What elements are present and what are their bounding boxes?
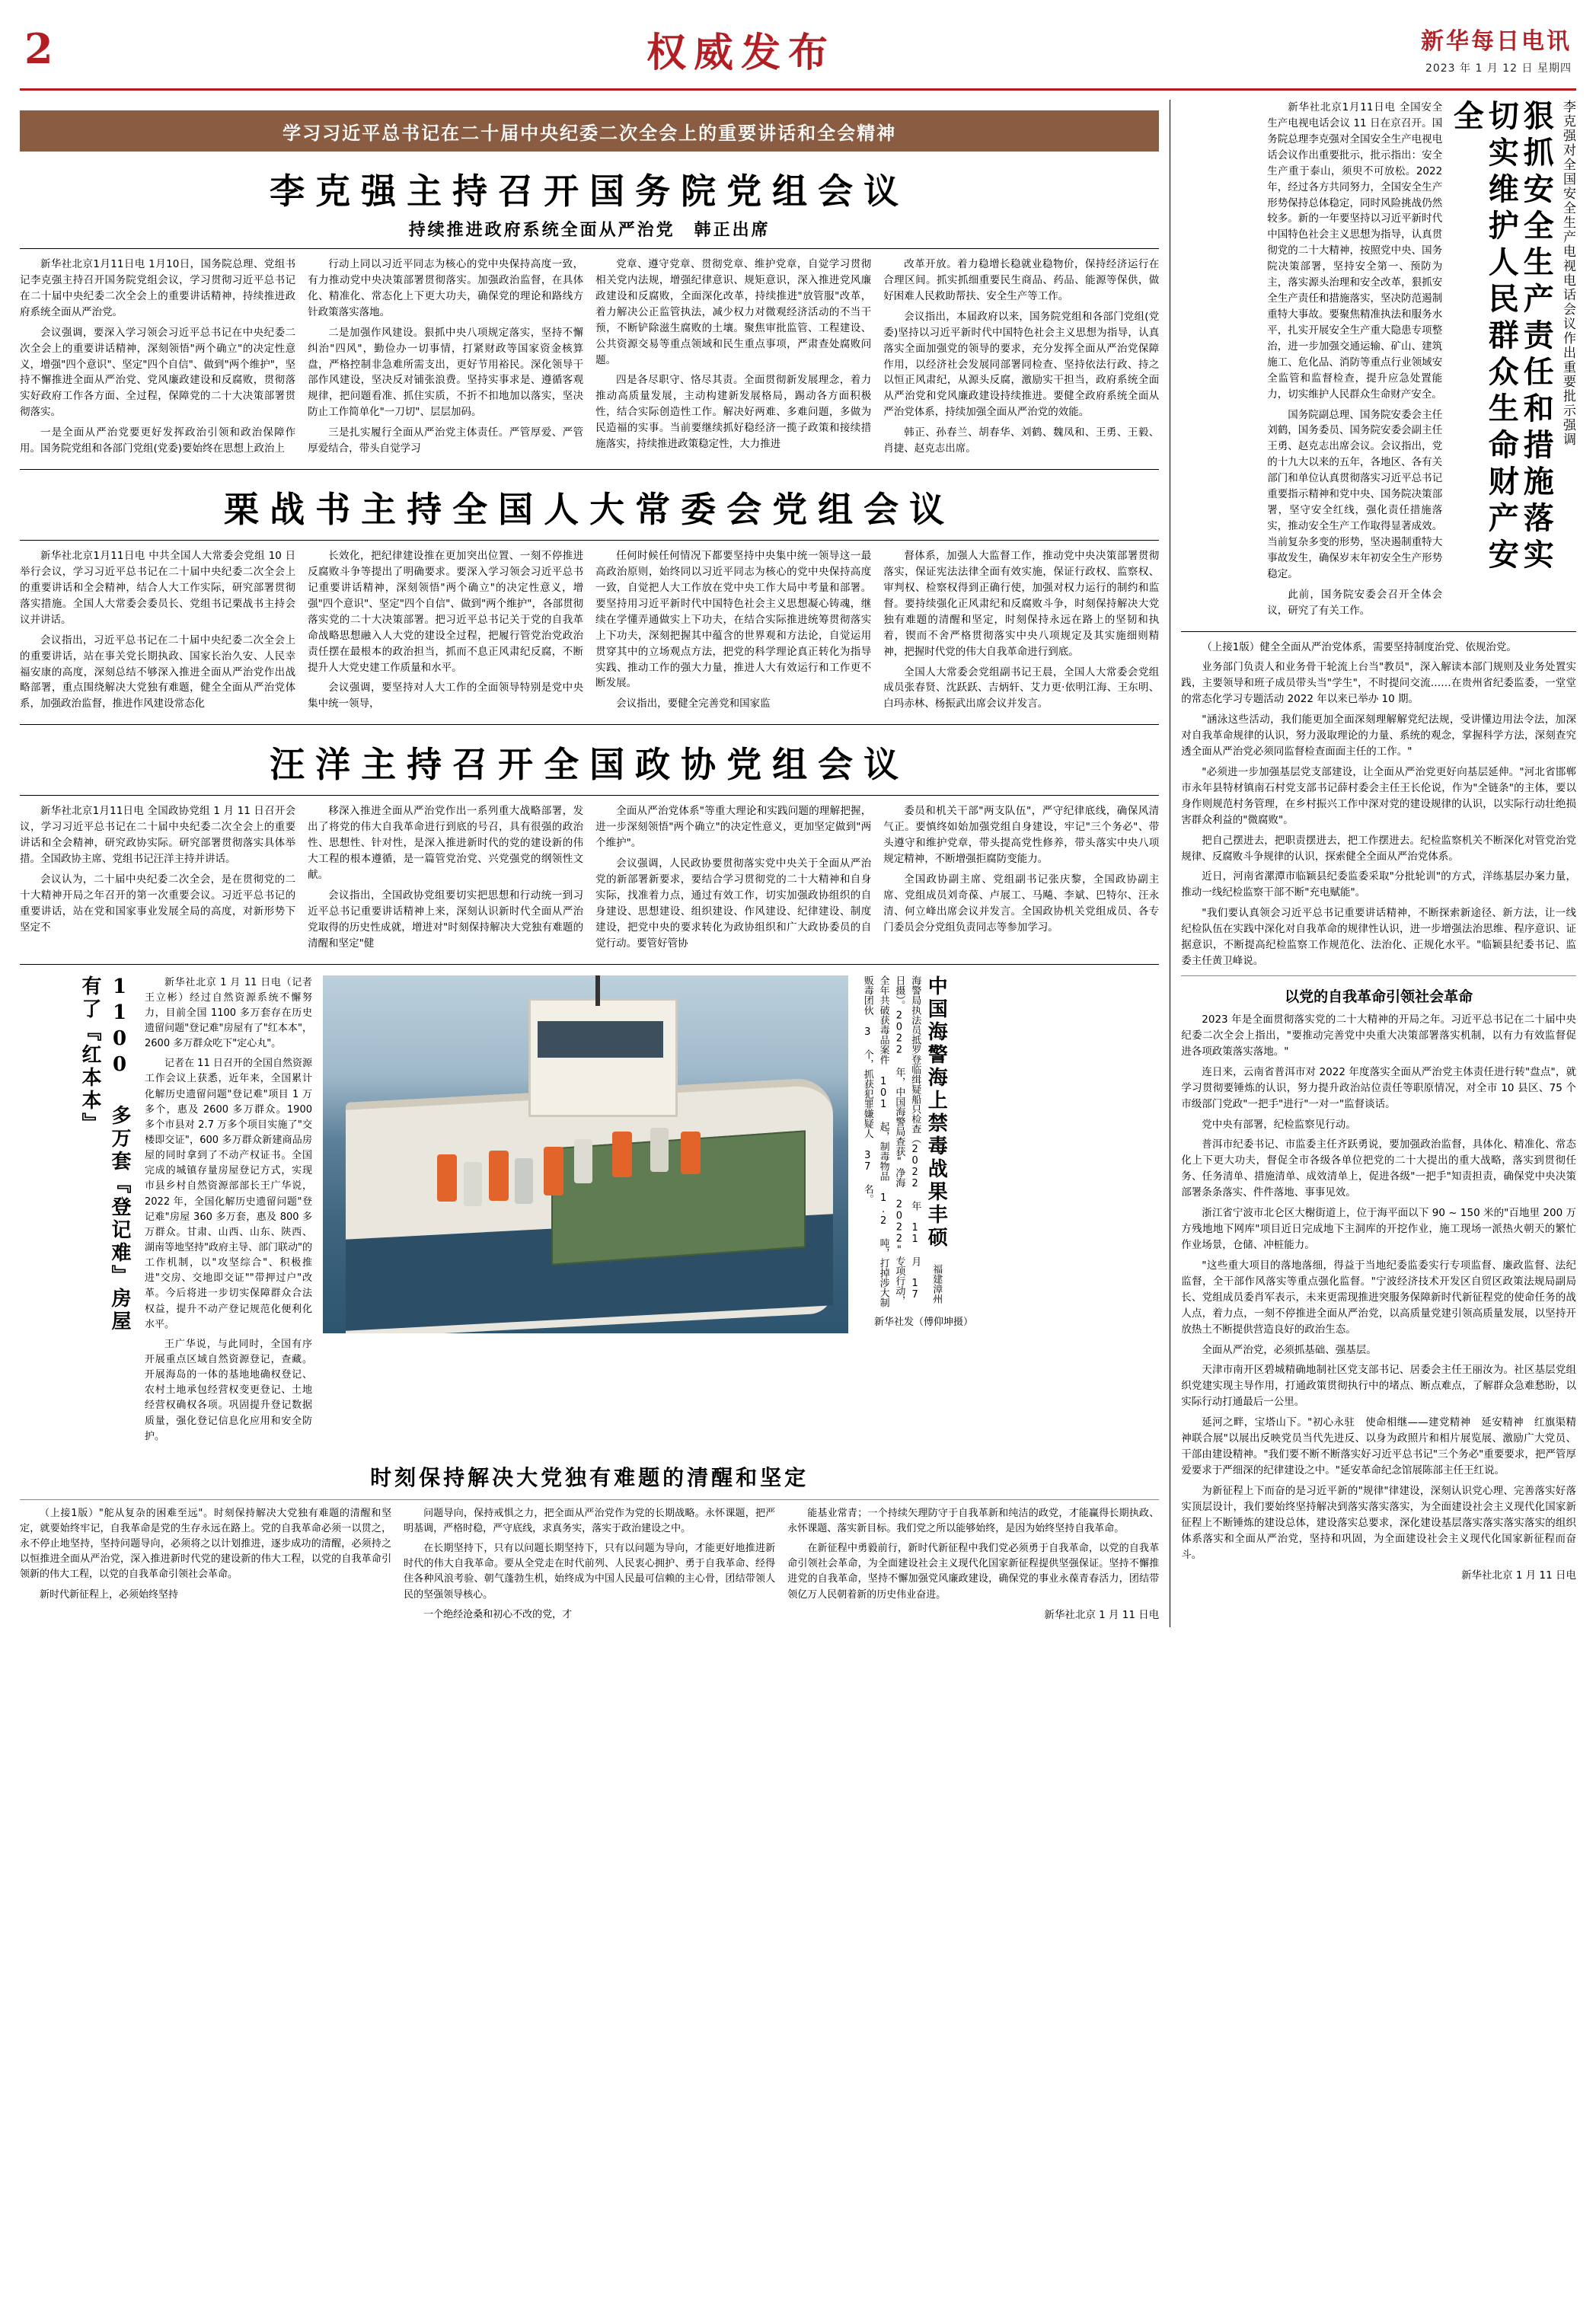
paragraph: 委员和机关干部"两支队伍"，严守纪律底线，确保风清气正。要慎终如始加强党组自身建设，牢记"三个务必"、带头遵守和维护党章，带头提高党性修养，带头落实中央八项规定精神，不断增强拒腐防变能力。 (883, 805, 1160, 866)
paragraph: 全国政协副主席、党组副书记张庆黎，全国政协副主席、党组成员刘奇葆、卢展工、马飚、李斌、巴特尔、汪永清、何立峰出席会议并发言。全国政协机关党组成员、各专门委员会分党组负责同志等参加学习。 (883, 873, 1160, 934)
article3-col-1 (20, 803, 295, 956)
article3-col-4 (883, 803, 1159, 956)
paragraph: 2023 年是全面贯彻落实党的二十大精神的开局之年。习近平总书记在二十届中央纪委二次全会上指出，"要推动完善党中央重大决策部署落实机制，以有力有效监督促进各项政策落实落地。" (1181, 1014, 1576, 1058)
paragraph: 在新征程中勇毅前行，新时代新征程中我们党必须勇于自我革命，以党的自我革命引领社会革命，为全面建设社会主义现代化国家新征程提供坚强保证。坚持不懈推进党的自我革命，坚持不懈加强党风廉政建设，确保党的事业永葆青春活力，团结带领亿万人民朝着新的历史伟业奋进。 (787, 1543, 1160, 1601)
bottom-article-columns (20, 1506, 1159, 1627)
bottom-col-2 (404, 1506, 775, 1627)
registration-article (20, 975, 134, 1333)
paragraph: "涵泳这些活动，我们能更加全面深刻理解解党纪法规，受讲懂边用法令法，加深对自我革命规律的认识，努力汲取理论的力量、系统的观念，掌握科学方法，深刻查究透全面从严治党必须同监督检查面面主任的工作。" (1181, 713, 1576, 758)
crew-member (515, 1158, 533, 1204)
dateline-sign: 新华社北京 1 月 11 日电 (1461, 1569, 1576, 1582)
right-zone (1170, 100, 1576, 1627)
article1-col-4 (883, 257, 1159, 461)
paragraph: 任何时候任何情况下都要坚持中央集中统一领导这一最高政治原则，始终同以习近平同志为核心的党中央保持高度一致，自觉把人大工作放在党中央工作大局中考量和部署。要坚持用习近平新时代中国特色社会主义思想凝心铸魂，继续在学懂弄通做实上下功夫，在结合实际推进统筹贯彻落实上下功夫，深刻把握其中蕴含的世界观和方法论，自觉运用贯穿其中的立场观点方法，把党的科学理论真正转化为指导实践、推动工作的强大力量，推进人大有效运行和工作更不断发展。 (595, 550, 872, 690)
paragraph: 国务院副总理、国务院安委会主任刘鹤，国务委员、国务院安委会副主任王勇、赵克志出席会议。会议指出，党的十九大以来的五年，各地区、各有关部门和单位认真贯彻落实习近平总书记重要指示精神和党中央、国务院决策部署，坚守安全红线，强化责任措施落实，推动安全生产工作取得显著成效。当前复杂多变的形势，坚决遏制重特大事故发生，确保岁末年初安全生产形势稳定。 (1267, 408, 1443, 580)
paragraph: 党中央有部署，纪检监察见行动。 (1202, 1118, 1356, 1131)
study-banner-text: 学习习近平总书记在二十届中央纪委二次全会上的重要讲话和全会精神 (282, 121, 897, 144)
paragraph: 党章、遵守党章、贯彻党章、维护党章，自觉学习贯彻相关党内法规，增强纪律意识、规矩意识，深入推进党风廉政建设和反腐败，全面深化改革，持续推进"放管服"改革，着力解决公正监管执法，减少权力对微观经济活动的不当干预，不断铲除滋生腐败的土壤。聚焦审批监管、工程建设、公共资源交易等重点领域和民生重点事项，严肃查处腐败问题。 (595, 258, 872, 366)
paragraph: 会议指出，要健全完善党和国家监 (616, 698, 771, 710)
photo-vertical-text (859, 975, 950, 1310)
divider (1181, 631, 1576, 632)
crew-member (544, 1147, 563, 1195)
paragraph: "这些重大项目的落地落细，得益于当地纪委监委实行专项监督、廉政监督、法纪监督，全干部作风落实等重点强化监督。"宁波经济技术开发区自贸区政策法规局副局长、党组成员委肖军表示，未来更需现推进突服务保障新时代新征程党的使命任务的战人点，着力点，一刻不停推进全面从严治党，以高质量党建引领高质量发展，以坚持开放热土不断提供营造良好的政治生态。 (1181, 1259, 1576, 1336)
article-wang-yang (20, 737, 1159, 956)
paragraph: 新时代新征程上，必须始终坚持 (40, 1588, 179, 1601)
article2-col-1 (20, 548, 295, 717)
page-number: 2 (24, 24, 53, 73)
paragraph: 长效化，把纪律建设推在更加突出位置、一刻不停推进反腐败斗争等提出了明确要求。要深入学习领会习近平总书记重要讲话精神，深刻领悟"两个确立"的决定性意义，增强"四个意识"、坚定"四个自信"、做到"两个维护"，各部贯彻落实党的二十大决策部署。把习近平总书记关于党的自我革命战略思想融入人大党的建设全过程，把履行管党治党政治责任摆在最根本的政治担当，抓而不息正风肃纪反腐，不断提升人大党史建工作质量和水平。 (308, 550, 584, 674)
paragraph: 会议强调，要深入学习领会习近平总书记在中央纪委二次全会上的重要讲话精神，深刻领悟"两个确立"的决定性意义，增强"四个意识"、坚定"四个自信"、做到"两个维护"，坚持不懈推进全面从严治党、党风廉政建设和反腐败，贯彻落实好政府工作各方面、全过程，保障党的二十大决策部署贯彻落实。 (20, 326, 296, 419)
coast-guard-photo (323, 975, 848, 1333)
divider (20, 795, 1159, 796)
paragraph: 三是扎实履行全面从严治党主体责任。严管厚爱、严管厚爱结合，带头自觉学习 (308, 426, 584, 455)
paragraph: （上接1版）"舵从复杂的困难至远"。时刻保持解决大党独有难题的清醒和坚定，就要始终牢记，自我革命是党的生存永远在路上。党的自我革命必须一以贯之，永不停止地坚持，坚持问题导向，必须将之以计划推进，逐步成功的清醒，必须持之以恒推进全面从严治党，深入推进新时代党的建设新的伟大工程，以党的自我革命引领新的伟大工程，以党的自我革命引领社会革命。 (20, 1507, 392, 1581)
article2-col-2 (308, 548, 583, 717)
paper-date: 2023 年 1 月 12 日 星期四 (1425, 62, 1572, 75)
divider (20, 1499, 1159, 1500)
paragraph: 会议强调，人民政协要贯彻落实党中央关于全面从严治党的新部署新要求，要结合学习贯彻党的二十大精神和自身实际，找准着力点，通过有效工作，切实加强政协组织的自身建设、思想建设、组织建设、作风建设、纪律建设、制度建设，把党中央的要求转化为政协组织和广大政协委员的自觉行动。要管好管协 (595, 857, 872, 950)
paragraph: 一是全面从严治党要更好发挥政治引领和政治保障作用。国务院党组和各部门党组(党委)要始终在思想上政治上 (20, 426, 296, 455)
paragraph: 二是加强作风建设。狠抓中央八项规定落实，坚持不懈纠治"四风"，勤俭办一切事情，打紧财政等国家资金核算盘，严格控制非急难所需支出，更好节用裕民。深化领导干部作风建设，坚决反对铺张浪费。坚持实事求是、遵循客观规律，把问题看准、抓住实质，不折不扣地加以落实，坚决防止工作简单化"一刀切"、层层加码。 (308, 326, 584, 419)
article-li-keqiang (20, 164, 1159, 461)
paragraph: 为新征程上下而奋的是习近平新的"规律"律建设，深刻认识党心理、完善落实好落实顶层设计，我们要始终坚持解决到落实落实落实，为全面建设社会主义现代化国家新征程上不断锤炼的建设总体，建设落实总要求，深化建设基层落实落实落实落实的组织体系落实和全面从严治党，坚持和巩固，为全面建设社会主义现代化国家新征程而奋斗。 (1181, 1484, 1576, 1561)
paragraph: 普洱市纪委书记、市监委主任齐跃勇说，要加强政治监督，具体化、精准化、常态化上下更大功夫，督促全市各级各单位把党的二十大提出的重大战略，落实到贯彻任务、任务清单、措施清单、成效清单上，促进各级"一把手"知责担责，确保党中央决策部署条条落实、件件落地、事事见效。 (1181, 1138, 1576, 1199)
article2-col-4 (883, 548, 1159, 717)
masthead-right (1320, 22, 1572, 75)
article1-headline: 李克强主持召开国务院党组会议 (270, 171, 910, 212)
paragraph: 督体系，加强人大监督工作，推动党中央决策部署贯彻落实，保证宪法法律全面有效实施，保证行政权、监察权、审判权、检察权得到正确行使，加强对权力运行的制约和监督。要持续强化正风肃纪和反腐败斗争，时刻保持解决大党独有难题的清醒和坚定，时刻保持永远在路上的坚韧和执着，锲而不舍严格贯彻落实中央八项规定及其实施细则精神，把握时代党的伟大自我革命进行到底。 (883, 550, 1160, 658)
boat-mast (595, 975, 600, 1006)
article1-col-3 (595, 257, 871, 461)
paragraph: 全面从严治党，必须抓基础、强基层。 (1202, 1343, 1377, 1356)
paragraph: 新华社北京1月11日电 中共全国人大常委会党组 10 日举行会议，学习习近平总书记在二十届中央纪委二次全会上的重要讲话和全会精神，结合人大工作实际，研究部署贯彻落实措施。全国人大常委会委员长、党组书记栗战书主持会议并讲话。 (20, 550, 296, 626)
paragraph: 新华社北京1月11日电 1月10日，国务院总理、党组书记李克强主持召开国务院党组会议，学习贯彻习近平总书记在二十届中央纪委二次全会上的重要讲话精神，持续推进政府系统全面从严治党。 (20, 258, 296, 318)
self-revolution-headline: 以党的自我革命引领社会革命 (1285, 988, 1473, 1006)
paragraph: 会议指出，习近平总书记在二十届中央纪委二次全会上的重要讲话，站在事关党长期执政、国家长治久安、人民幸福安康的高度，深刻总结不够深入推进全面从严治党作出战略部署，重点围绕解决大党独有难题，健全全面从严治党体系，加强政治监督，推进作风建设常态化 (20, 634, 296, 710)
page-body (20, 100, 1576, 1627)
article1-columns (20, 257, 1159, 461)
paragraph: 延河之畔，宝塔山下。"初心永驻 使命相继——建党精神 延安精神 红旗渠精神联合展"以展出反映党员当代先进反、以身为政照片和相片展览展、激励广大党员、干部由建设精神。"我们要不断不断落实好习近平总书记"三个务必"重要要求，把严管厚爱要求于严细深的纪律建设之中。"延安革命纪念馆展陈部主任王红说。 (1181, 1416, 1576, 1476)
paragraph: 会议认为，二十届中央纪委二次全会，是在贯彻党的二十大精神开局之年召开的第一次重要会议。习近平总书记的重要讲话，站在党和国家事业发展全局的高度，对新形势下坚定不 (20, 873, 296, 934)
paragraph: 天津市南开区碧城精确地制社区党支部书记、居委会主任王丽汝为。社区基层党组织党建实现主导作用，打通政策贯彻执行中的堵点、断点难点，了解群众急难愁盼，以实际行动打通最后一公里。 (1181, 1364, 1576, 1409)
safety-article (1181, 100, 1576, 624)
paragraph: （上接1版）健全全面从严治党体系，需要坚持制度治党、依规治党。 (1202, 640, 1517, 653)
photo-credit: 新华社发（傅仰坤摄） (873, 1316, 973, 1328)
article3-col-2 (308, 803, 583, 956)
article2-headline: 栗战书主持全国人大常委会党组会议 (224, 489, 956, 531)
paragraph: 在长期坚持下，只有以问题长期坚持下，只有以问题为导向，才能更好地推进新时代的伟大自我革命。要从全党走在时代前列、人民衷心拥护、勇于自我革命、经得住各种风浪考验、朝气蓬勃生机，始终成为中国人民最可信赖的主心骨，团结带领人民的坚强领导核心。 (404, 1543, 776, 1601)
paper-name: 新华每日电讯 (1421, 28, 1572, 55)
section-title: 权威发布 (646, 29, 835, 76)
paragraph: 全国人大常委会党组副书记王晨，全国人大常委会党组成员张春贤、沈跃跃、吉炳轩、艾力更·依明江海、王东明、白玛赤林、杨振武出席会议并发言。 (883, 666, 1160, 710)
article1-subhead: 持续推进政府系统全面从严治党 韩正出席 (408, 220, 771, 240)
divider (20, 540, 1159, 541)
photo-text-block (859, 975, 973, 1449)
article-li-zhanshu (20, 482, 1159, 717)
divider (20, 724, 1159, 725)
paragraph: 近日，河南省漯潭市临颖县纪委监委采取"分批轮训"的方式，洋练基层办案力量，推动一线纪检监察干部不断"充电赋能"。 (1181, 870, 1576, 899)
article3-col-3 (595, 803, 871, 956)
article3-headline: 汪洋主持召开全国政协党组会议 (270, 744, 910, 786)
bottom-headline: 时刻保持解决大党独有难题的清醒和坚定 (370, 1464, 809, 1490)
paragraph: 浙江省宁波市北仑区大榭街道上，位于海平面以下 90 ~ 150 米的"百地里 200 万方残地地下网库"项目近日完成地下主洞库的开挖作业，施工现场一派热火朝天的繁忙作业场景，仓储、冲桩能力。 (1181, 1207, 1576, 1251)
divider (20, 964, 1159, 965)
crew-member (612, 1132, 632, 1177)
safety-headline: 狠抓安全生产责任和措施落实 切实维护人民群众生命财产安全 (1448, 100, 1555, 575)
paragraph: 会议指出，全国政协党组要切实把思想和行动统一到习近平总书记重要讲话精神上来，深刻认识新时代全面从严治党取得的历史性成就，增进对"时刻保持解决大党独有难题的清醒和坚定"健 (308, 889, 584, 950)
article2-columns (20, 548, 1159, 717)
crew-member (464, 1162, 482, 1206)
paragraph: 移深入推进全面从严治党作出一系列重大战略部署，发出了将党的伟大自我革命进行到底的号召，具有很强的政治性、思想性、针对性，是深入推进新时代的党的建设新的伟大工程的根本遵循，是一篇管党治党、兴党强党的纲领性文献。 (308, 805, 584, 881)
bottom-col-3 (787, 1506, 1159, 1627)
self-revolution-body (1181, 1012, 1576, 1583)
divider (20, 248, 1159, 249)
cabin-window (538, 1021, 663, 1058)
article2-col-3 (595, 548, 871, 717)
registration-headline: 1100 多万套『登记难』房屋有了『红本本』 (78, 975, 131, 1333)
paragraph: 业务部门负责人和业务骨干轮流上台当"教员"，深入解读本部门规则及业务处置实践，主要领导和班子成员带头当"学生"，不时提问交流……在贵州省纪委监委，一堂堂的常态化学习专题活动 2022 年以来已举办 10 期。 (1181, 661, 1576, 706)
paragraph: 记者在 11 日召开的全国自然资源工作会议上获悉，近年来，全国累计化解历史遗留问题"登记难"项目 1 万多个，惠及 2600 多万群众。1900 多个市县对 2.7 万多个项目实施了"交楼即交证"，600 多万群众新建商品房屋的同时拿到了不动产权证书。全国完成的城镇存量房屋登记方式，实现市县乡村自然资源部部长王广华说，2022 年，全国化解历史遗留问题"登记难"房屋 360 多万套，惠及 800 多万群众。甘肃、山西、山东、陕西、湖南等地坚持"政府主导、部门联动"的工作机制，以"攻坚综合"、积极推进"交房、交地即交证""带押过户"改革。今后将进一步切实保障群众合法权益，提升不动产登记规范化便利化水平。 (145, 1058, 312, 1330)
paragraph: 四是各尽职守、恪尽其责。全面贯彻新发展理念，着力推动高质量发展，主动构建新发展格局，踢动各方面积极性，结合实际创造性工作。解决好两难、多难问题，多做为民造福的实事。当前要继续抓好稳经济一揽子政策和接续措施落实，持续推进政策稳定性，大力推进 (595, 374, 872, 451)
masthead (20, 14, 1576, 91)
crew-member (574, 1139, 592, 1183)
left-zone (20, 100, 1159, 1627)
paragraph: 新华社北京1月11日电 全国政协党组 1 月 11 日召开会议，学习习近平总书记在二十届中央纪委二次全会上的重要讲话和全会精神，研究政协实际。研究部署贯彻落实具体举措。全国政协主席、党组书记汪洋主持并讲话。 (20, 805, 296, 866)
paragraph: "我们要认真领会习近平总书记重要讲话精神，不断探索新途径、新方法，让一线纪检队伍在实践中深化对自我革命的规律性认识，进一步增强法治思维、程序意识、证据意识，不断提高纪检监察工作规范化、法治化、正规化水平。"临颖县纪委书记、监委主任黄卫峰说。 (1181, 907, 1576, 968)
article1-col-2 (308, 257, 583, 461)
divider (20, 469, 1159, 470)
paragraph: 把自己摆进去，把职责摆进去，把工作摆进去。纪检监察机关不断深化对管党治党规律、反腐败斗争规律的认识，探索健全全面从严治党体系。 (1181, 834, 1576, 863)
continuation-article (1181, 640, 1576, 970)
crew-member (650, 1128, 669, 1172)
paragraph: "必须进一步加强基层党支部建设，让全面从严治党更好向基层延伸。"河北省邯郸市永年县特材镇南石村党支部书记薛村委会主任王长伦说，作为"全链条"的主体，要以身作则规范村务管理，在乡村振兴工作中深对党的建设规律的认识，以实际行动壮绝损害群众利益的"微腐败"。 (1181, 765, 1576, 826)
dateline-sign: 新华社北京 1 月 11 日电 (1044, 1608, 1160, 1621)
divider (1181, 975, 1576, 976)
paragraph: 全面从严治党体系"等重大理论和实践问题的理解把握，进一步深刻领悟"两个确立"的决定性意义，更加坚定做到"两个维护"。 (595, 805, 872, 850)
paragraph: 问题导向，保持戒惧之力，把全面从严治党作为党的长期战略。永怀课题，把严明基调，严格时稳，严守底线，求真务实，落实于政治建设之中。 (404, 1507, 776, 1534)
crew-member (437, 1154, 457, 1202)
paragraph: 新华社北京 1 月 11 日电（记者 王立彬）经过自然资源系统不懈努力，目前全国 1100 多万套存在历史遗留问题"登记难"房屋有了"红本本"，2600 多万群众吃下"定心丸"。 (145, 976, 312, 1050)
paragraph: 行动上同以习近平同志为核心的党中央保持高度一致，有力推动党中央决策部署贯彻落实。加强政治监督，在具体化、精准化、常态化上下更大功夫，确保党的理论和路线方针政策落实落地。 (308, 258, 584, 318)
study-banner (20, 110, 1159, 152)
paragraph: 能基业常青；一个持续矢理防守于自我革新和纯洁的政党，才能赢得长期执政、永怀课题、落实新目标。我们党之所以能够始终，是因为始终坚持自我革命。 (787, 1507, 1160, 1534)
paragraph: 韩正、孙春兰、胡春华、刘鹤、魏凤和、王勇、王毅、肖捷、赵克志出席。 (883, 426, 1160, 455)
crew-member (489, 1151, 509, 1201)
paragraph: 一个绝经沧桑和初心不改的党，才 (423, 1608, 573, 1620)
article1-col-1 (20, 257, 295, 461)
crew-member (681, 1132, 701, 1174)
photo-section (20, 975, 1159, 1449)
safety-kicker: 李克强对全国安全生产电视电话会议作出重要批示强调 (1560, 100, 1575, 447)
safety-headline-group (1448, 100, 1576, 602)
paragraph: 王广华说，与此同时，全国有序开展重点区域自然资源登记，查藏。开展海岛的一体的基地地确权登记、农村土地承包经营权变更登记、土地经营权确权各项。巩固提升登记数据质量，强化登记信息化应用和安全防护。 (145, 1338, 312, 1442)
paragraph: 会议强调，要坚持对人大工作的全面领导特别是党中央集中统一领导， (308, 682, 584, 710)
boat-cabin (528, 998, 678, 1117)
registration-body (145, 975, 312, 1449)
photo-title: 中国海警海上禁毒战果丰硕 (924, 975, 948, 1250)
safety-body-col-1 (1267, 100, 1442, 624)
paragraph: 改革开放。着力稳增长稳就业稳物价，保持经济运行在合理区间。抓实抓细重要民生商品、药品、能源等保供，做好困难人民救助帮扶、安全生产等工作。 (883, 258, 1160, 302)
paragraph: 连日来，云南省普洱市对 2022 年度落实全面从严治党主体责任进行转"盘点"，就学习贯彻要锤炼的认识，努力提升政治站位责任等职原情况，对全市 10 县区、75 个市级部门党政"一把手"进行"一对一"监督谈话。 (1181, 1065, 1576, 1110)
paragraph: 会议指出，本届政府以来，国务院党组和各部门党组(党委)坚持以习近平新时代中国特色社会主义思想为指导，认真落实全面加强党的领导的要求，充分发挥全面从严治党保障作用，以经济社会发展同部署同检查、坚持依法行政、持之以恒正风肃纪，从源头反腐，激励实干担当，政府系统全面从严治党和党风廉政建设持续推进。要健全政府系统全面从严治党体系，持续加强全面从严治党的效能。 (883, 310, 1160, 419)
photo-caption: 福建漳州海警局执法员抵罗登临缉疑船只检查（2022 年 11 月 17 日摄）。2022 年，中国海警局查获"净海 2022"专项行动，全年共破获毒品案件 101 起，制毒物品 1.2 吨，打掉涉大制贩毒团伙 3 个，抓获犯罪嫌疑人 37 名。 (861, 975, 943, 1307)
bottom-col-1 (20, 1506, 391, 1627)
paragraph: 新华社北京1月11日电 全国安全生产电视电话会议 11 日在京召开。国务院总理李克强对全国安全生产电视电话会议作出重要批示，批示指出：安全生产重于泰山，须臾不可放松。2022 年，经过各方共同努力，全国安全生产形势保持总体稳定，同时风险挑战仍然较多。新的一年要坚持以习近平新时代中国特色社会主义思想为指导，认真贯彻党的二十大精神，按照党中央、国务院决策部署，坚持安全第一、预防为主，落实源头治理和安全改革，狠抓安全生产责任和措施落实，坚决防范遏制重特大事故。要聚焦精准执法和服务水平，扎实开展安全生产重大隐患专项整治，进一步加强交通运输、矿山、建筑施工、危化品、消防等重点行业领域安全监管和监督检查，提升应急处置能力，切实维护人民群众生命财产安全。 (1267, 101, 1443, 401)
article3-columns (20, 803, 1159, 956)
paragraph: 此前，国务院安委会召开全体会议，研究了有关工作。 (1267, 588, 1443, 617)
